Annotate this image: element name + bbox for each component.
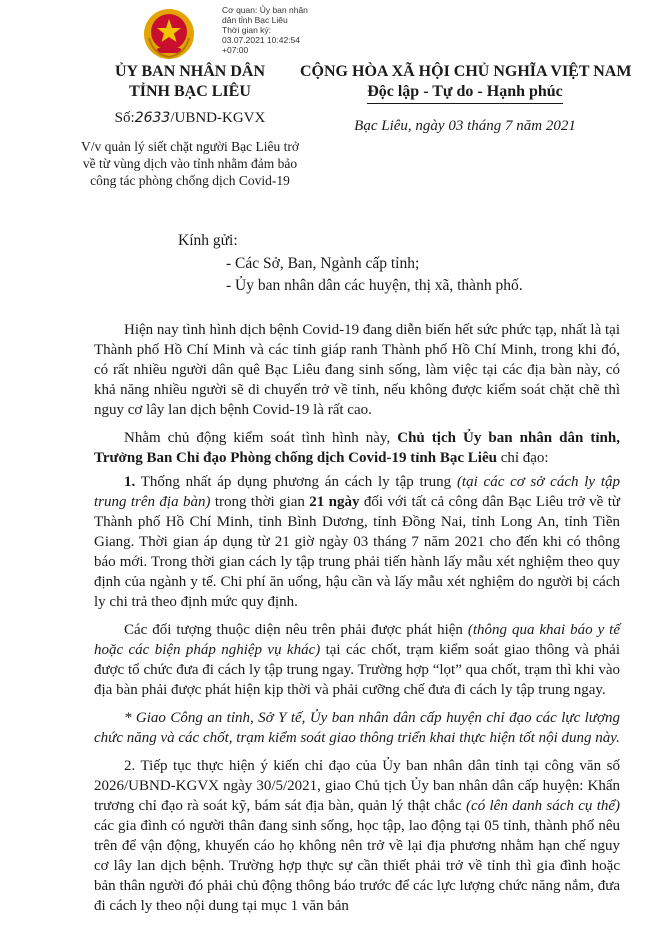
recipient-1: - Các Sở, Ban, Ngành cấp tỉnh;: [226, 255, 420, 272]
recipients-greeting: Kính gửi:: [178, 232, 238, 249]
item-1-text-italic: (tại các cơ sở cách ly tập trung trên địa bàn): [94, 474, 621, 510]
document-number: [80, 108, 300, 128]
recipient-2: - Ủy ban nhân dân các huyện, thị xã, thành phố.: [226, 277, 523, 294]
paragraph-item-2: [94, 756, 620, 916]
authority-name-line1: ỦY BAN NHÂN DÂN: [114, 63, 266, 80]
document-body: [94, 320, 620, 916]
detection-text-italic: (thông qua khai báo y tế hoặc các biện pháp nghiệp vụ khác): [94, 622, 620, 658]
directive-authority: Chủ tịch Ủy ban nhân dân tỉnh, Trưởng Ban Chỉ đạo Phòng chống dịch Covid-19 tỉnh Bạc Liêu: [94, 430, 620, 466]
paragraph-directive-intro: [94, 428, 620, 468]
detection-text-a: Các đối tượng thuộc diện nêu trên phải được phát hiện: [124, 622, 463, 638]
national-heading-block: [300, 62, 630, 136]
item-1-text-e: đối với tất cả công dân Bạc Liêu trở về từ Thành phố Hồ Chí Minh, tỉnh Bình Dương, tỉnh Đồng Nai, tỉnh Long An, tỉnh Tiền Giang. Thời gian áp dụng từ 21 giờ ngày 03 tháng 7 năm 2021 cho đến khi có thông báo mới. Trong thời gian cách ly tập trung phải tiến hành lấy mẫu xét nghiệm theo quy định của ngành y tế. Chi phí ăn uống, hậu cần và lấy mẫu xét nghiệm do người bị cách ly chi trả theo định mức quy định.: [94, 494, 621, 610]
doc-number-suffix: /UBND-KGVX: [170, 110, 266, 126]
item-2-text-italic: (có lên danh sách cụ thể): [466, 798, 621, 814]
document-subject: V/v quản lý siết chặt người Bạc Liêu trở về từ vùng dịch vào tỉnh nhằm đảm bảo công tác phòng chống dịch Covid-19: [80, 139, 300, 188]
signature-time-label: Thời gian ký:: [222, 25, 272, 35]
authority-name-line2: TỈNH BẠC LIÊU: [129, 83, 251, 100]
directive-intro-end: chỉ đạo:: [500, 450, 549, 466]
signature-time-value: 03.07.2021 10:42:54 +07:00: [222, 35, 300, 55]
item-2-text-c: các gia đình có người thân đang sinh sống, học tập, lao động tại 05 tỉnh, thành phố nêu trên để vận động, khuyến cáo họ không nên trở về lại địa phương nhằm hạn chế nguy cơ lây lan dịch bệnh. Trường hợp thực sự cần thiết phải trở về tỉnh thì gia đình hoặc bản thân người đó phải chủ động thông báo trước để các lực lượng chức năng nắm, đưa đi cách ly theo nội dung tại mục 1 văn bản: [94, 818, 620, 914]
item-1-text-c: trong thời gian: [214, 494, 305, 510]
detection-text-c: tại các chốt, trạm kiểm soát giao thông và phải được tổ chức đưa đi cách ly tập trung ngay. Trường hợp “lọt” qua chốt, trạm thì khi vào địa bàn phải được phát hiện kịp thời và phải cưỡng chế đưa đi cách ly tập trung ngay.: [94, 642, 620, 698]
paragraph-context: Hiện nay tình hình dịch bệnh Covid-19 đang diễn biến hết sức phức tạp, nhất là tại Thành phố Hồ Chí Minh và các tỉnh giáp ranh Thành phố Hồ Chí Minh, trong khi đó, có rất nhiều người dân quê Bạc Liêu đang sinh sống, làm việc tại các địa bàn này, có khả năng nhiều người sẽ di chuyển trở về tỉnh, nếu không được kiểm soát chặt chẽ thì nguy cơ lây lan dịch bệnh Covid-19 là rất cao.: [94, 322, 620, 418]
directive-intro-text: Nhằm chủ động kiểm soát tình hình này,: [124, 430, 391, 446]
national-emblem-icon: [143, 8, 195, 60]
doc-number-prefix: Số:: [114, 110, 135, 126]
national-title: CỘNG HÒA XÃ HỘI CHỦ NGHĨA VIỆT NAM: [300, 63, 632, 80]
item-1-duration: 21 ngày: [309, 494, 360, 510]
national-motto: Độc lập - Tự do - Hạnh phúc: [367, 82, 563, 104]
paragraph-assignment: [94, 708, 620, 748]
assignment-text: * Giao Công an tỉnh, Sở Y tế, Ủy ban nhân dân cấp huyện chỉ đạo các lực lượng chức năng và các chốt, trạm kiểm soát giao thông triển khai thực hiện tốt nội dung này.: [94, 710, 620, 746]
paragraph-item-1: [94, 472, 620, 612]
item-1-text-a: Thống nhất áp dụng phương án cách ly tập trung: [140, 474, 452, 490]
digital-signature-block: [222, 5, 312, 55]
issuing-authority-block: [80, 62, 300, 189]
item-1-number: 1.: [124, 474, 136, 490]
document-date: Bạc Liêu, ngày 03 tháng 7 năm 2021: [354, 118, 576, 134]
doc-number-handwritten: 2633: [134, 110, 171, 126]
item-2-text-a: 2. Tiếp tục thực hiện ý kiến chỉ đạo của Ủy ban nhân dân tỉnh tại công văn số 2026/UBND-KGVX ngày 30/5/2021, giao Chủ tịch Ủy ban nhân dân cấp huyện: Khẩn trương chỉ đạo rà soát kỹ, bám sát địa bàn, quản lý thật chắc: [94, 758, 620, 814]
signature-agency: Cơ quan: Ủy ban nhân dân tỉnh Bạc Liêu: [222, 5, 308, 25]
paragraph-detection: [94, 620, 620, 700]
